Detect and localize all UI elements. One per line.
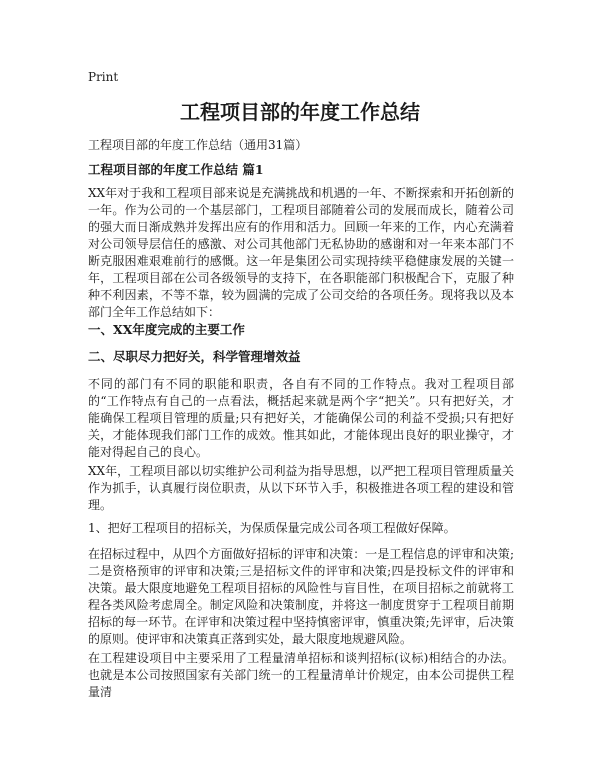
- paragraph-gatekeeping: 不同的部门有不同的职能和职责，各自有不同的工作特点。我对工程项目部的“工作特点有自己的一点看法，概括起来就是两个字“把关”。只有把好关，才能确保工程项目管理的质量;只有把好关，才能确保公司的利益不受损;只有把好关，才能体现我们部门工作的成效。惟其如此，才能体现出良好的职业操守，才能对得起自己的良心。: [88, 377, 514, 459]
- intro-paragraph: XX年对于我和工程项目部来说是充满挑战和机遇的一年、不断探索和开拓创新的一年。作为公司的一个基层部门，工程项目部随着公司的发展而成长，随着公司的强大而日渐成熟并发挥出应有的作用和活力。回顾一年来的工作，内心充满着对公司领导层信任的感激、对公司其他部门无私协助的感谢和对一年来本部门不断克服困难艰难前行的感慨。这一年是集团公司实现持续平稳健康发展的关键一年，工程项目部在公司各级领导的支持下，在各职能部门积极配合下，克服了种种不利因素，不等不靠，较为圆满的完成了公司交给的各项任务。现将我以及本部门全年工作总结如下：: [88, 186, 514, 319]
- paragraph-xx-year: XX年，工程项目部以切实维护公司利益为指导思想，以严把工程项目管理质量关作为抓手，认真履行岗位职责，从以下环节入手，积极推进各项工程的建设和管理。: [88, 464, 514, 512]
- print-link[interactable]: Print: [88, 70, 119, 84]
- list-item-bidding: 1、把好工程项目的招标关，为保质保量完成公司各项工程做好保障。: [88, 521, 456, 535]
- heading-completed-work: 一、XX年度完成的主要工作: [88, 322, 245, 337]
- heading-management: 二、尽职尽力把好关，科学管理增效益: [88, 349, 301, 364]
- document-subtitle: 工程项目部的年度工作总结（通用31篇）: [88, 138, 308, 152]
- paragraph-bidding-process: 在招标过程中，从四个方面做好招标的评审和决策：一是工程信息的评审和决策;二是资格预审的评审和决策;三是招标文件的评审和决策;四是投标文件的评审和决策。最大限度地避免工程项目招标的风险性与盲目性，在项目招标之前就将工程各类风险考虑周全。制定风险和决策制度，并将这一制度贯穿于工程项目前期招标的每一环节。在评审和决策过程中坚持慎密评审，慎重决策;先评审，后决策的原则。使评审和决策真正落到实处，最大限度地规避风险。: [88, 547, 514, 646]
- paragraph-construction-bidding: 在工程建设项目中主要采用了工程量清单招标和谈判招标(议标)相结合的办法。也就是本公司按照国家有关部门统一的工程量清单计价规定，由本公司提供工程量清: [88, 651, 514, 699]
- document-title: 工程项目部的年度工作总结: [180, 100, 420, 124]
- section-title: 工程项目部的年度工作总结 篇1: [88, 162, 264, 177]
